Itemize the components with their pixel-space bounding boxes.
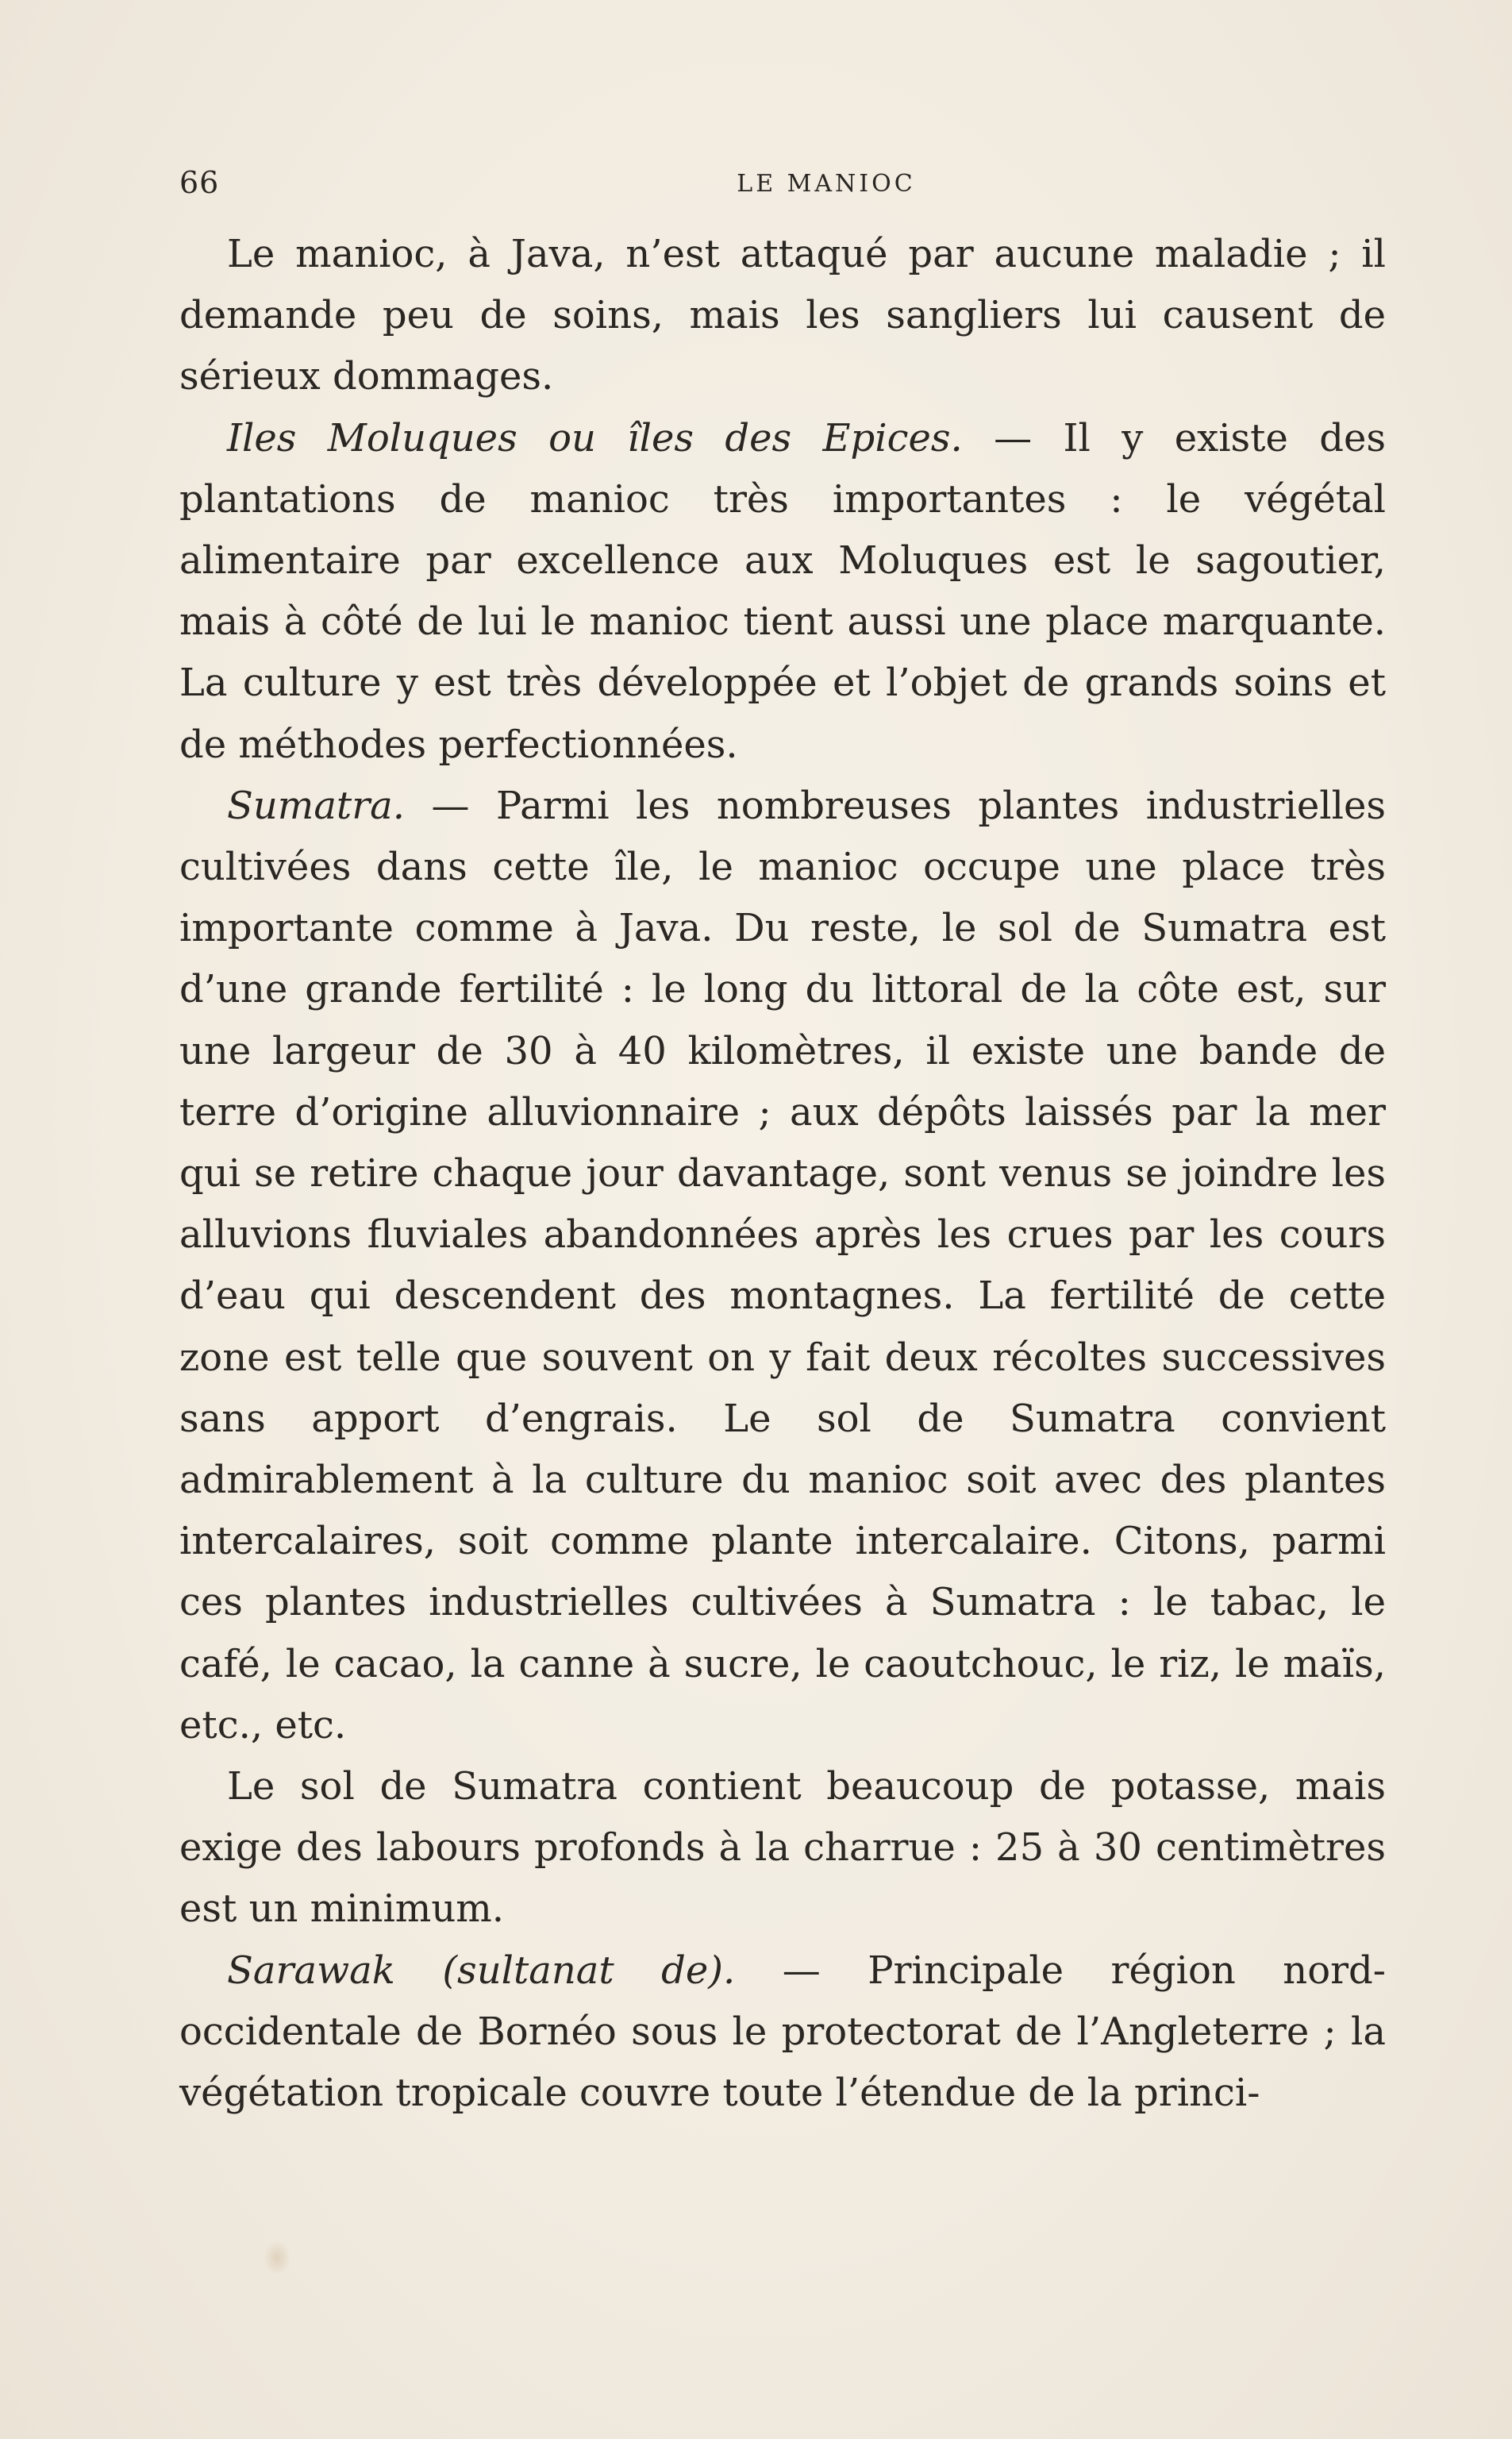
- paragraph-text: — Principale région nord-occidentale de Bornéo sous le protectorat de l’Angleterre ; la végétation tropicale couvre toute l’étendue de la princi-: [179, 1948, 1386, 2116]
- page-number: 66: [179, 165, 220, 200]
- paragraph-text: Le sol de Sumatra contient beaucoup de potasse, mais exige des labours profonds à la charrue : 25 à 30 centimètres est un minimum.: [179, 1764, 1386, 1932]
- paragraph: [179, 1940, 1386, 2125]
- paper-stain: [264, 2241, 290, 2275]
- section-heading: Sarawak (sultanat de).: [227, 1948, 736, 1993]
- paragraph: [179, 1756, 1386, 1940]
- paragraph-text: Le manioc, à Java, n’est attaqué par aucune maladie ; il demande peu de soins, mais les sangliers lui causent de sérieux dommages.: [179, 232, 1386, 399]
- page-header: [179, 159, 1394, 206]
- running-title: LE MANIOC: [737, 170, 916, 198]
- paragraph-text: — Parmi les nombreuses plantes industrielles cultivées dans cette île, le manioc occupe une place très importante comme à Java. Du reste, le sol de Sumatra est d’une grande fertilité : le long du littoral de la côte est, sur une largeur de 30 à 40 kilomètres, il existe une bande de terre d’origine alluvionnaire ; aux dépôts laissés par la mer qui se retire chaque jour davantage, sont venus se joindre les alluvions fluviales abandonnées après les crues par les cours d’eau qui descendent des montagnes. La fertilité de cette zone est telle que souvent on y fait deux récoltes successives sans apport d’engrais. Le sol de Sumatra convient admirablement à la culture du manioc soit avec des plantes intercalaires, soit comme plante intercalaire. Citons, parmi ces plantes industrielles cultivées à Sumatra : le tabac, le café, le cacao, la canne à sucre, le caoutchouc, le riz, le maïs, etc., etc.: [179, 783, 1386, 1747]
- paragraph-text: — Il y existe des plantations de manioc très importantes : le végétal alimentaire par excellence aux Moluques est le sagoutier, mais à côté de lui le manioc tient aussi une place marquante. La culture y est très développée et l’objet de grands soins et de méthodes perfectionnées.: [179, 415, 1387, 767]
- paragraph: [179, 224, 1386, 408]
- paragraph: [179, 776, 1386, 1756]
- paragraph: [179, 408, 1386, 776]
- section-heading: Iles Moluques ou îles des Epices.: [227, 415, 963, 460]
- section-heading: Sumatra.: [227, 783, 406, 828]
- body-text: [179, 224, 1386, 2124]
